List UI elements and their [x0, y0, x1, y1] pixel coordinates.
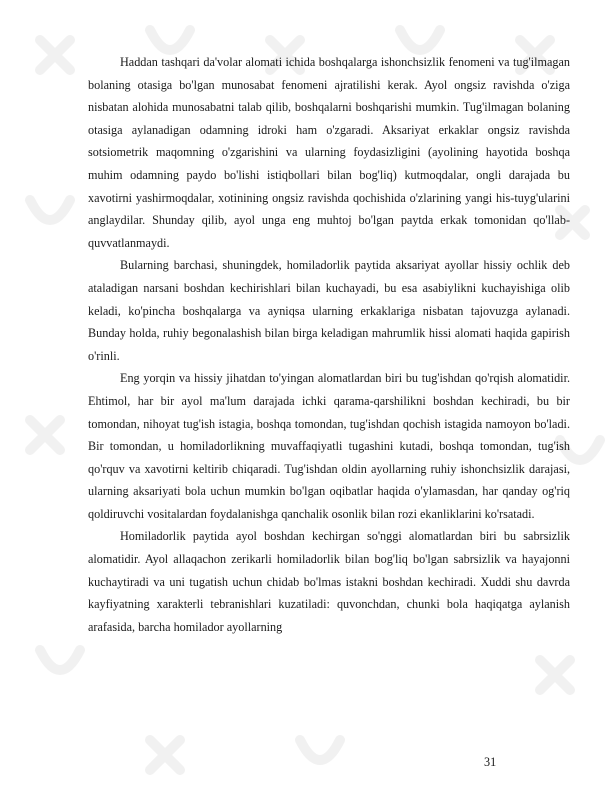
paragraph: Haddan tashqari da'volar alomati ichida boshqalarga ishonchsizlik fenomeni va tug'ilmagan bolaning otasiga bo'lgan munosabat fenomeni ajratilishi kerak. Ayol ongsiz ravishda o'ziga nisbatan alohida munosabatni talab qilib, boshqalarni boshqarishi mumkin. Tug'ilmagan bolaning otasiga aylanadigan odamning idroki ham o'zgaradi. Aksariyat erkaklar ongsiz ravishda sotsiometrik maqomning o'zgarishini va ularning foydasizligini (ayolining hayotida boshqa muhim odamning paydo bo'lishi istiqbollari bilan bog'liq) kutmoqdalar, ongli darajada bu xavotirni yashirmoqdalar, xotinining ongsiz ravishda qochishida o'zlarining yangi his-tuyg'ularini anglaydilar. Shunday qilib, ayol unga eng muhtoj bo'lgan paytda erkak tomonidan qo'llab-quvvatlanmaydi. — [88, 55, 570, 250]
watermark-mark — [40, 650, 80, 670]
paragraph: Homiladorlik paytida ayol boshdan kechirgan so'nggi alomatlardan biri bu sabrsizlik alomatidir. Ayol allaqachon zerikarli homiladorlik bilan bog'liq bo'lgan sabrsizlik va hayajonni kuchaytiradi va uni tugatish uchun chidab bo'lmas istakni boshdan kechiradi. Xuddi shu davrda kayfiyatning xarakterli tebranishlari kuzatiladi: quvonchdan, chunki bola haqiqatga aylanish arafasida, barcha homilador ayollarning — [88, 529, 570, 634]
page-number: 31 — [484, 755, 497, 769]
paragraph: Eng yorqin va hissiy jihatdan to'yingan alomatlardan biri bu tug'ishdan qo'rqish alomatidir. Ehtimol, har bir ayol ma'lum darajada ichki qarama-qarshilikni boshdan kechiradi, bu bir tomondan, nihoyat tug'ish istagia, boshqa tomondan, tug'ishdan qochish istagida namoyon bo'ladi. Bir tomondan, u homiladorlikning muvaffaqiyatli tugashini kutadi, boshqa tomondan, tug'ish qo'rquv va xavotirni keltirib chiqaradi. Tug'ishdan oldin ayollarning ruhiy ishonchsizlik darajasi, ularning aksariyati bola uchun mumkin bo'lgan oqibatlar haqida o'ylamasdan, har qanday og'riq qoldiruvchi vositalardan foydalanishga qanchalik osonlik bilan rozi ekanliklarini ko'rsatadi. — [88, 371, 570, 521]
watermark-mark — [30, 420, 60, 450]
watermark-mark — [300, 740, 340, 760]
document-body — [88, 51, 570, 638]
paragraph: Bularning barchasi, shuningdek, homiladorlik paytida aksariyat ayollar hissiy ochlik deb ataladigan narsani boshdan kechirishlari bilan kuchayadi, bu esa asabiylikni kuchayishiga olib keladi, ko'pincha boshqalarga va ayniqsa ularning erkaklariga nisbatan tajovuzga aylanadi. Bunday holda, ruhiy begonalashish bilan birga keladigan mahrumlik hissi alomati haqida gapirish o'rinli. — [88, 258, 570, 363]
watermark-mark — [30, 200, 70, 220]
watermark-mark — [540, 660, 570, 690]
watermark-mark — [400, 30, 440, 50]
watermark-mark — [150, 740, 180, 770]
watermark-mark — [150, 30, 190, 50]
watermark-mark — [40, 40, 70, 70]
